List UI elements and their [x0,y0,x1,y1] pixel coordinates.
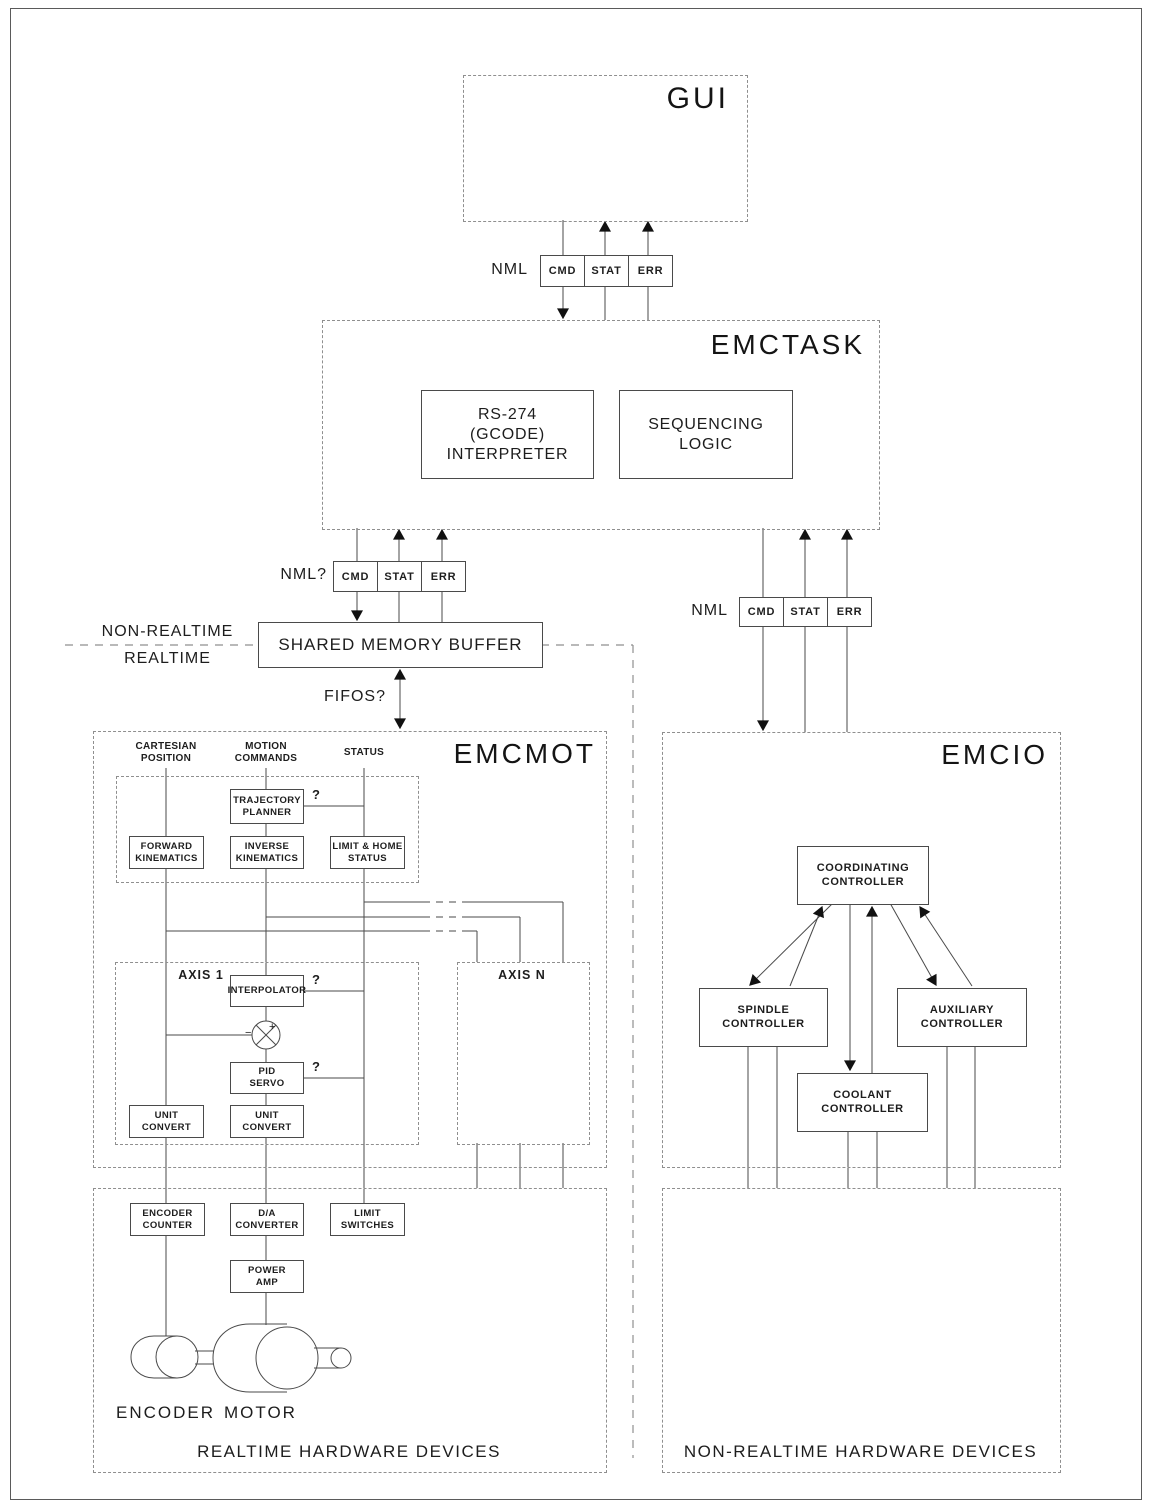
non-realtime-hardware-caption: NON-REALTIME HARDWARE DEVICES [683,1442,1038,1461]
motion-commands-label: MOTION COMMANDS [234,741,298,764]
gui-title: GUI [666,82,729,115]
sequencing-logic-box: SEQUENCING LOGIC [619,390,793,479]
unit-convert-center-box: UNIT CONVERT [230,1105,304,1138]
question-mark-pid: ? [312,1059,320,1074]
nml-right-cmd-cell: CMD [747,606,776,618]
non-realtime-label: NON-REALTIME [101,623,234,640]
nml-left-err-cell: ERR [421,562,465,591]
interpolator-box: INTERPOLATOR [230,975,304,1007]
forward-kinematics-box: FORWARD KINEMATICS [129,836,204,869]
realtime-label: REALTIME [124,650,211,667]
coolant-controller-box: COOLANT CONTROLLER [797,1073,928,1132]
nml-left-stat-cell: STAT [377,562,421,591]
da-converter-box: D/A CONVERTER [230,1203,304,1236]
auxiliary-controller-box: AUXILIARY CONTROLLER [897,988,1027,1047]
pid-servo-box: PID SERVO [230,1062,304,1094]
question-mark-trajectory: ? [312,787,320,802]
spindle-controller-box: SPINDLE CONTROLLER [699,988,828,1047]
nml-left-label: NML? [280,566,327,583]
unit-convert-left-box: UNIT CONVERT [129,1105,204,1138]
nml-top-row [540,255,673,287]
status-label: STATUS [343,747,385,758]
nml-right-stat-cell: STAT [783,598,827,626]
question-mark-interpolator: ? [312,972,320,987]
nml-left-row [333,561,466,592]
summing-plus-sign: + [269,1021,276,1033]
nml-top-cmd-cell: CMD [548,265,577,277]
nml-right-row [739,597,872,627]
summing-minus-sign: − [245,1027,252,1039]
axisn-box [457,962,590,1145]
emcio-title: EMCIO [941,739,1048,770]
limit-home-status-box: LIMIT & HOME STATUS [330,836,405,869]
non-realtime-hardware-box [662,1188,1061,1473]
nml-right-err-cell: ERR [827,598,871,626]
power-amp-box: POWER AMP [230,1260,304,1293]
cartesian-position-label: CARTESIAN POSITION [135,741,197,764]
axisn-label: AXIS N [498,968,546,982]
nml-top-label: NML [491,261,528,278]
nml-left-cmd-cell: CMD [341,570,370,583]
emctask-title: EMCTASK [710,329,865,360]
inverse-kinematics-box: INVERSE KINEMATICS [230,836,304,869]
emctask-box [322,320,880,530]
motor-label: MOTOR [224,1403,297,1422]
limit-switches-box: LIMIT SWITCHES [330,1203,405,1236]
nml-top-err-cell: ERR [628,256,672,286]
realtime-hardware-caption: REALTIME HARDWARE DEVICES [197,1442,501,1461]
axis1-label: AXIS 1 [178,968,224,982]
trajectory-planner-box: TRAJECTORY PLANNER [230,789,304,824]
encoder-counter-box: ENCODER COUNTER [130,1203,205,1236]
gui-box [463,75,748,222]
nml-top-stat-cell: STAT [584,256,628,286]
encoder-label: ENCODER [116,1403,216,1422]
emcmot-title: EMCMOT [453,738,596,769]
coordinating-controller-box: COORDINATING CONTROLLER [797,846,929,905]
shared-memory-buffer-box: SHARED MEMORY BUFFER [258,622,543,668]
nml-right-label: NML [691,602,728,619]
fifos-label: FIFOS? [323,688,386,705]
gcode-interpreter-box: RS-274 (GCODE) INTERPRETER [421,390,594,479]
